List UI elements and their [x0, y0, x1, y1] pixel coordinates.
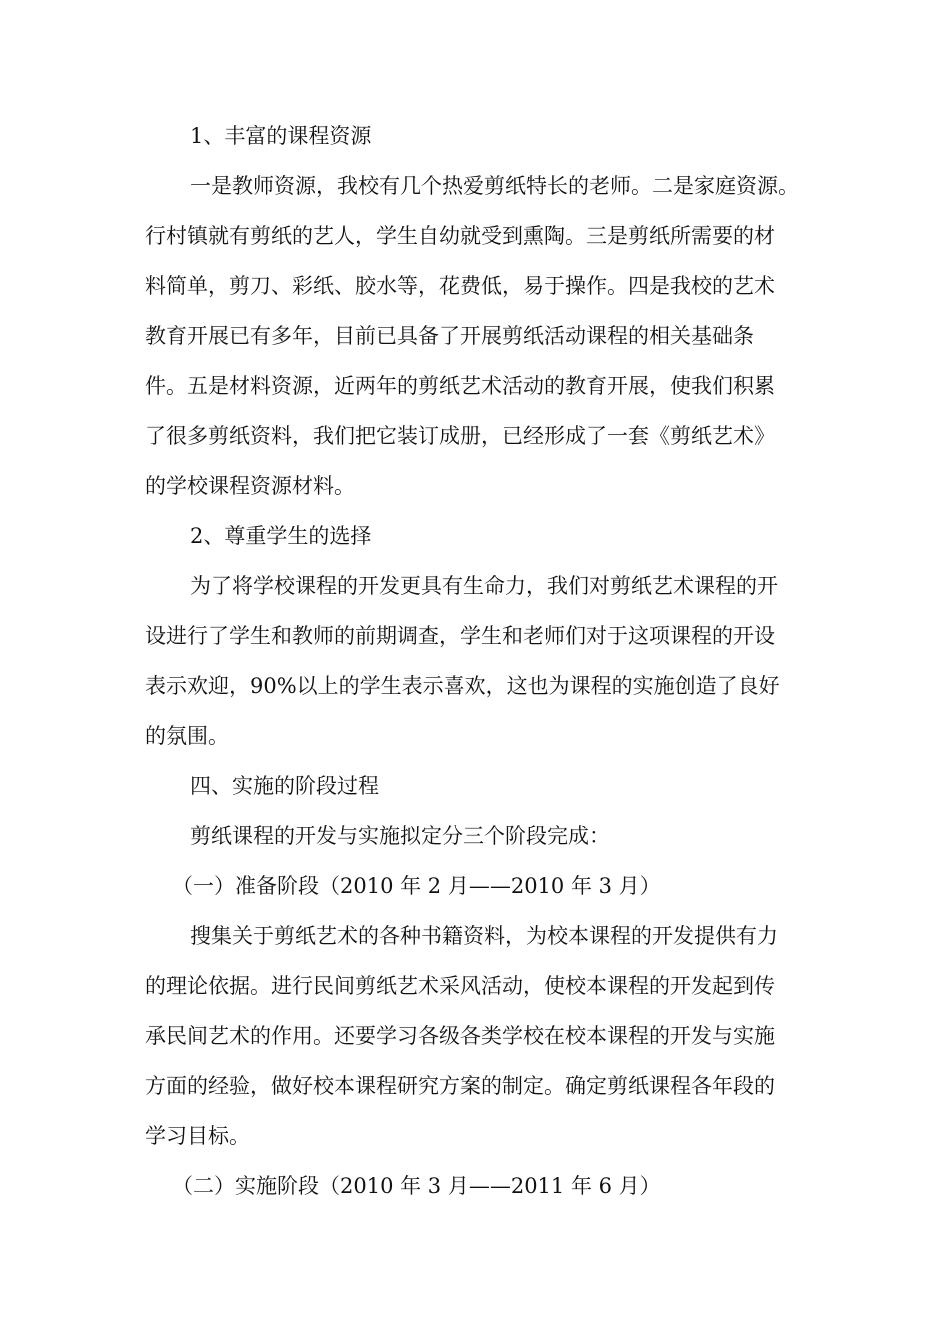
paragraph-line: 的氛围。 [145, 724, 229, 748]
paragraph-line: 料简单，剪刀、彩纸、胶水等，花费低，易于操作。四是我校的艺术 [145, 274, 775, 298]
heading-2: 2、尊重学生的选择 [190, 524, 372, 548]
paragraph-line: 的学校课程资源材料。 [145, 474, 355, 498]
paragraph-line: 的理论依据。进行民间剪纸艺术采风活动，使校本课程的开发起到传 [145, 974, 775, 998]
paragraph-line: 了很多剪纸资料，我们把它装订成册，已经形成了一套《剪纸艺术》 [145, 424, 775, 448]
paragraph-line: 一是教师资源，我校有几个热爱剪纸特长的老师。二是家庭资源。 [190, 174, 799, 198]
subheading-stage-1: （一）准备阶段（2010 年 2 月——2010 年 3 月） [172, 874, 661, 898]
paragraph-line: 为了将学校课程的开发更具有生命力，我们对剪纸艺术课程的开 [190, 574, 778, 598]
paragraph-line: 行村镇就有剪纸的艺人，学生自幼就受到熏陶。三是剪纸所需要的材 [145, 224, 775, 248]
paragraph-line: 承民间艺术的作用。还要学习各级各类学校在校本课程的开发与实施 [145, 1024, 775, 1048]
paragraph-line: 方面的经验，做好校本课程研究方案的制定。确定剪纸课程各年段的 [145, 1074, 775, 1098]
paragraph-line: 搜集关于剪纸艺术的各种书籍资料，为校本课程的开发提供有力 [190, 924, 778, 948]
paragraph-line: 剪纸课程的开发与实施拟定分三个阶段完成： [190, 824, 610, 848]
subheading-stage-2: （二）实施阶段（2010 年 3 月——2011 年 6 月） [172, 1174, 661, 1198]
paragraph-line: 件。五是材料资源，近两年的剪纸艺术活动的教育开展，使我们积累 [145, 374, 775, 398]
paragraph-line: 表示欢迎，90%以上的学生表示喜欢，这也为课程的实施创造了良好 [145, 674, 780, 698]
heading-1: 1、丰富的课程资源 [190, 124, 372, 148]
paragraph-line: 学习目标。 [145, 1124, 250, 1148]
section-heading-4: 四、实施的阶段过程 [190, 774, 379, 798]
paragraph-line: 教育开展已有多年，目前已具备了开展剪纸活动课程的相关基础条 [145, 324, 754, 348]
paragraph-line: 设进行了学生和教师的前期调查，学生和老师们对于这项课程的开设 [145, 624, 775, 648]
